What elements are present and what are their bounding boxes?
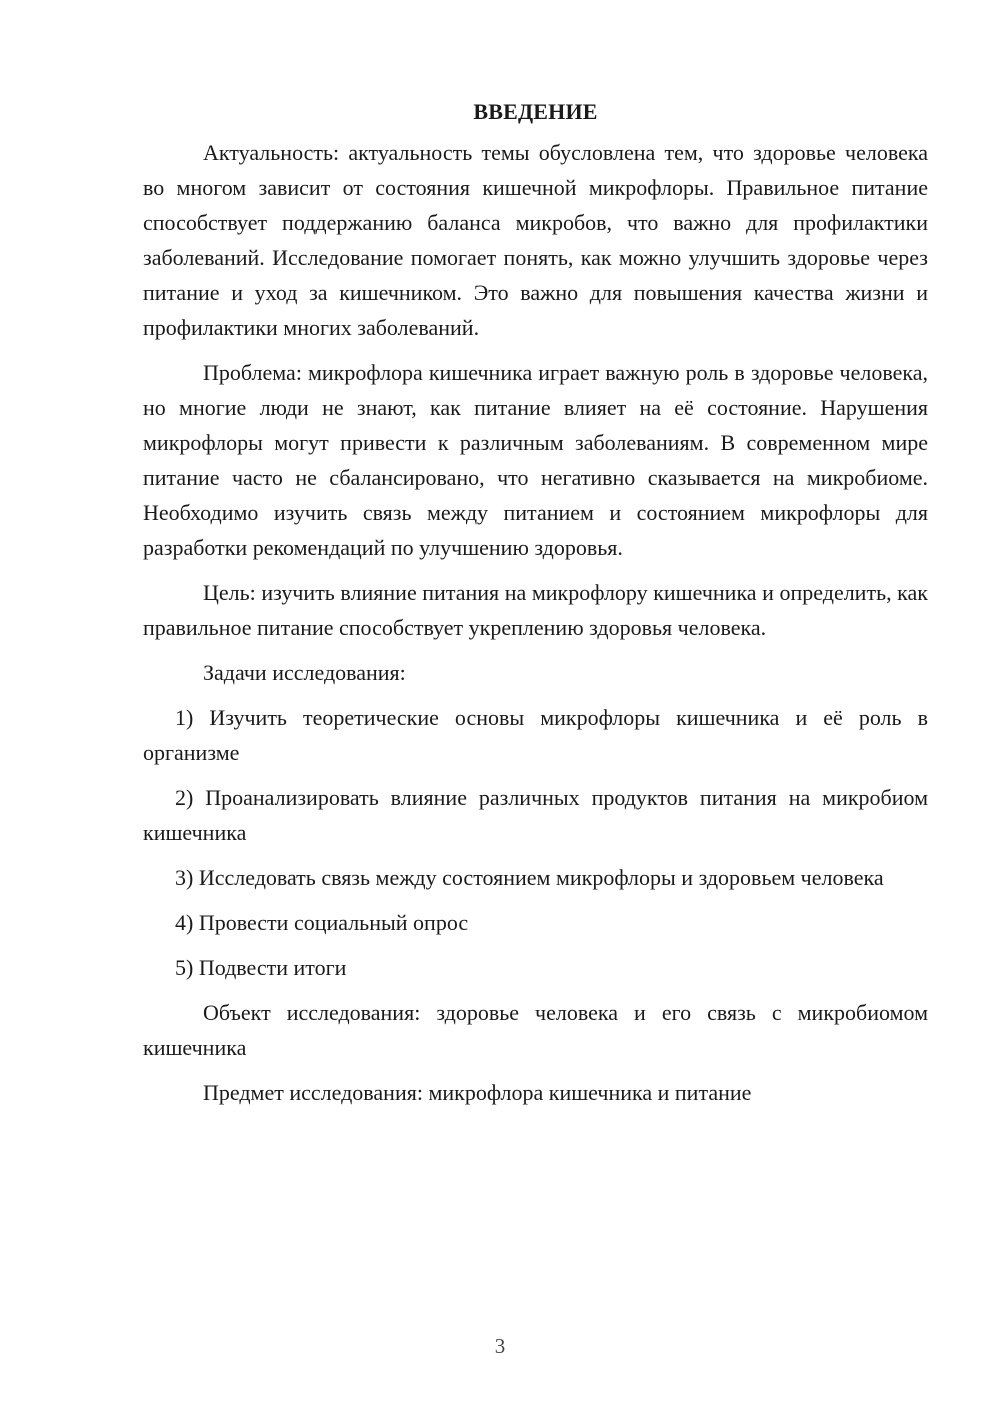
document-body: [143, 97, 928, 1120]
subject-paragraph: Предмет исследования: микрофлора кишечника и питание: [203, 1080, 752, 1105]
task-item: 2) Проанализировать влияние различных продуктов питания на микробиом кишечника: [143, 785, 928, 845]
problem-paragraph: Проблема: микрофлора кишечника играет важную роль в здоровье человека, но многие люди не знают, как питание влияет на её состояние. Нарушения микрофлоры могут привести к различным заболеваниям. В современном мире питание часто не сбалансировано, что негативно сказывается на микробиоме. Необходимо изучить связь между питанием и состоянием микрофлоры для разработки рекомендаций по улучшению здоровья.: [143, 360, 928, 560]
task-item: 1) Изучить теоретические основы микрофлоры кишечника и её роль в организме: [143, 705, 928, 765]
page-number: 3: [494, 1334, 506, 1358]
object-paragraph: Объект исследования: здоровье человека и его связь с микробиомом кишечника: [143, 1000, 928, 1060]
goal-paragraph: Цель: изучить влияние питания на микрофлору кишечника и определить, как правильное питание способствует укреплению здоровья человека.: [143, 580, 928, 640]
page-title: ВВЕДЕНИЕ: [473, 99, 598, 124]
task-item: 5) Подвести итоги: [175, 955, 347, 980]
task-item: 4) Провести социальный опрос: [175, 910, 469, 935]
task-item: 3) Исследовать связь между состоянием микрофлоры и здоровьем человека: [175, 865, 884, 890]
relevance-paragraph: Актуальность: актуальность темы обусловлена тем, что здоровье человека во многом зависит от состояния кишечной микрофлоры. Правильное питание способствует поддержанию баланса микробов, что важно для профилактики заболеваний. Исследование помогает понять, как можно улучшить здоровье через питание и уход за кишечником. Это важно для повышения качества жизни и профилактики многих заболеваний.: [143, 140, 928, 340]
tasks-heading: Задачи исследования:: [203, 660, 406, 685]
